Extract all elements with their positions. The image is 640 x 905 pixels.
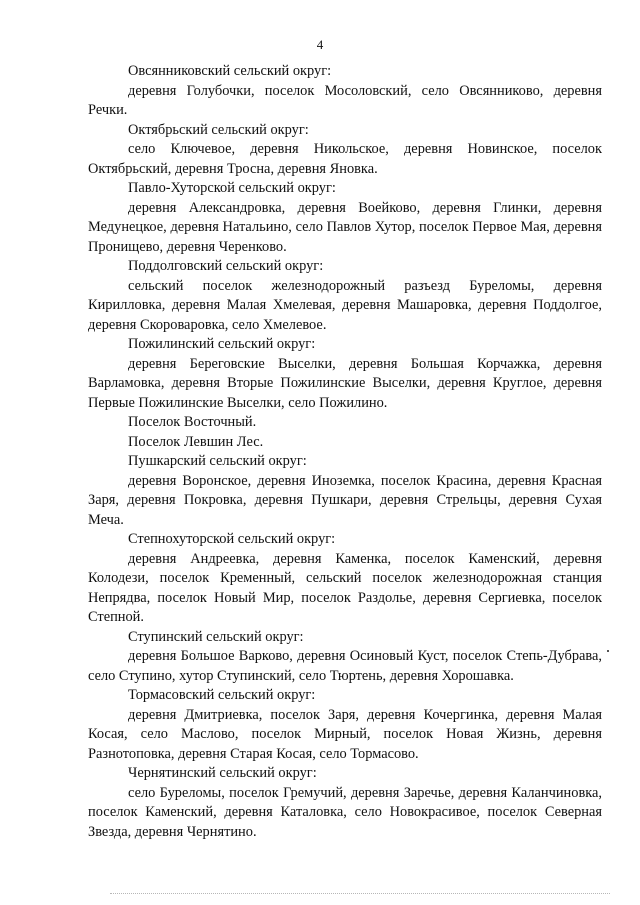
settlement-list: деревня Голубочки, поселок Мосоловский, село Овсянниково, деревня Речки. [88,82,602,118]
settlement-list: деревня Андреевка, деревня Каменка, поселок Каменский, деревня Колодези, поселок Кременный, сельский поселок железнодорожная станция Непрядва, поселок Новый Мир, поселок Раздолье, деревня Сергиевка, поселок Степной. [88,550,602,625]
district-entry [88,335,602,413]
settlement-list: село Буреломы, поселок Гремучий, деревня Заречье, деревня Каланчиновка, поселок Каменский, деревня Каталовка, село Новокрасивое, поселок Северная Звезда, деревня Чернятино. [88,784,602,840]
district-entry [88,452,602,530]
district-entry [88,413,602,433]
scan-artifact-line [110,893,610,898]
district-heading: Поддолговский сельский округ: [128,258,324,274]
district-heading: Овсянниковский сельский округ: [128,63,332,79]
settlement-standalone: Поселок Левшин Лес. [128,433,264,450]
settlement-standalone: Поселок Восточный. [128,414,257,430]
district-heading: Октябрьский сельский округ: [128,121,309,138]
settlement-list: деревня Большое Варково, деревня Осиновый Куст, поселок Степь-Дубрава, село Ступино, хутор Ступинский, село Тюртень, деревня Хорошавка. [88,648,602,684]
district-entry [88,686,602,764]
district-heading: Пожилинский сельский округ: [128,336,316,352]
settlement-list: сельский поселок железнодорожный разъезд Буреломы, деревня Кирилловка, деревня Малая Хмелевая, деревня Машаровка, деревня Поддолгое, деревня Скороваровка, село Хмелевое. [88,277,602,333]
district-entry [88,628,602,687]
settlement-list: деревня Береговские Выселки, деревня Большая Корчажка, деревня Варламовка, деревня Вторые Пожилинские Выселки, деревня Круглое, деревня Первые Пожилинские Выселки, село Пожилино. [88,355,602,411]
district-heading: Павло-Хуторской сельский округ: [128,180,336,196]
settlement-list: село Ключевое, деревня Никольское, деревня Новинское, поселок Октябрьский, деревня Тросна, деревня Яновка. [88,141,602,177]
settlement-list: деревня Воронское, деревня Иноземка, поселок Красина, деревня Красная Заря, деревня Покровка, деревня Пушкари, деревня Стрельцы, деревня Сухая Меча. [88,472,602,528]
district-entry [88,257,602,335]
scan-artifact [607,650,609,652]
settlement-list: деревня Александровка, деревня Воейково, деревня Глинки, деревня Медунецкое, деревня Натальино, село Павлов Хутор, поселок Первое Мая, деревня Пронищево, деревня Черенково. [88,199,602,255]
district-heading: Пушкарский сельский округ: [128,453,307,469]
page-number: 4 [316,37,324,52]
district-entry [88,433,602,453]
district-entry [88,121,602,180]
district-entry [88,179,602,257]
district-heading: Степнохуторской сельский округ: [128,531,336,547]
district-entry [88,530,602,628]
document-body [88,62,602,842]
settlement-list: деревня Дмитриевка, поселок Заря, деревня Кочергинка, деревня Малая Косая, село Маслово, поселок Мирный, поселок Новая Жизнь, деревня Разнотоповка, деревня Старая Косая, село Тормасово. [88,706,602,762]
district-heading: Тормасовский сельский округ: [128,687,316,703]
district-heading: Чернятинский сельский округ: [128,765,317,781]
district-entry [88,764,602,842]
district-heading: Ступинский сельский округ: [128,628,304,645]
district-entry [88,62,602,121]
